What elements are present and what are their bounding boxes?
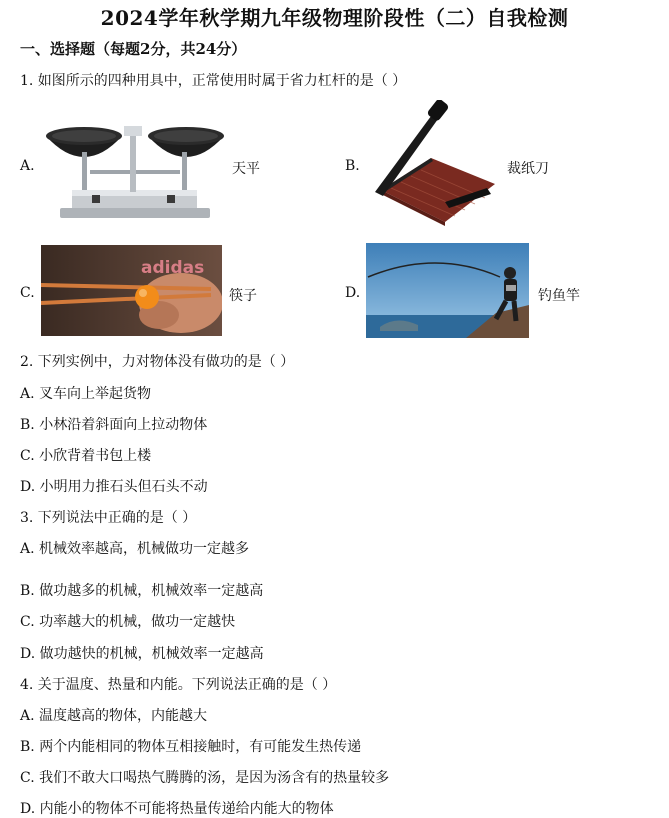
q1-option-d-caption: 钓鱼竿 — [538, 288, 580, 304]
chopsticks-image — [41, 245, 222, 336]
q2-option-d: D. 小明用力推石头但石头不动 — [20, 479, 208, 495]
section-heading: 一、选择题（每题2分，共24分） — [20, 40, 247, 58]
q3-option-c: C. 功率越大的机械，做功一定越快 — [20, 614, 236, 630]
q1-option-d-letter: D. — [345, 285, 361, 301]
fishing-rod-image — [366, 243, 529, 338]
q1-option-a-letter: A. — [20, 158, 35, 174]
q2-option-b: B. 小林沿着斜面向上拉动物体 — [20, 417, 208, 433]
question-3-stem: 3. 下列说法中正确的是（ ） — [20, 510, 197, 526]
q2-option-a: A. 叉车向上举起货物 — [20, 386, 152, 402]
document-title: 2024学年秋学期九年级物理阶段性（二）自我检测 — [100, 6, 569, 30]
q2-option-c: C. 小欣背着书包上楼 — [20, 448, 152, 464]
question-2-stem: 2. 下列实例中，力对物体没有做功的是（ ） — [20, 354, 295, 370]
q4-option-c: C. 我们不敢大口喝热气腾腾的汤，是因为汤含有的热量较多 — [20, 770, 390, 786]
q3-option-b: B. 做功越多的机械，机械效率一定越高 — [20, 583, 264, 599]
q1-option-c-caption: 筷子 — [229, 288, 257, 304]
balance-scale-image — [42, 112, 225, 225]
q4-option-d: D. 内能小的物体不可能将热量传递给内能大的物体 — [20, 801, 334, 817]
paper-cutter-image — [367, 100, 497, 226]
q4-option-b: B. 两个内能相同的物体互相接触时，有可能发生热传递 — [20, 739, 362, 755]
adidas-logo-text: adidas — [141, 258, 205, 278]
q3-option-d: D. 做功越快的机械，机械效率一定越高 — [20, 646, 264, 662]
q1-option-b-caption: 裁纸刀 — [507, 161, 549, 177]
q1-option-c-letter: C. — [20, 285, 35, 301]
question-4-stem: 4. 关于温度、热量和内能。下列说法正确的是（ ） — [20, 677, 337, 693]
q4-option-a: A. 温度越高的物体，内能越大 — [20, 708, 208, 724]
question-1-stem: 1. 如图所示的四种用具中，正常使用时属于省力杠杆的是（ ） — [20, 73, 407, 89]
q1-option-a-caption: 天平 — [232, 161, 260, 177]
q1-option-b-letter: B. — [345, 158, 360, 174]
q3-option-a: A. 机械效率越高，机械做功一定越多 — [20, 541, 250, 557]
